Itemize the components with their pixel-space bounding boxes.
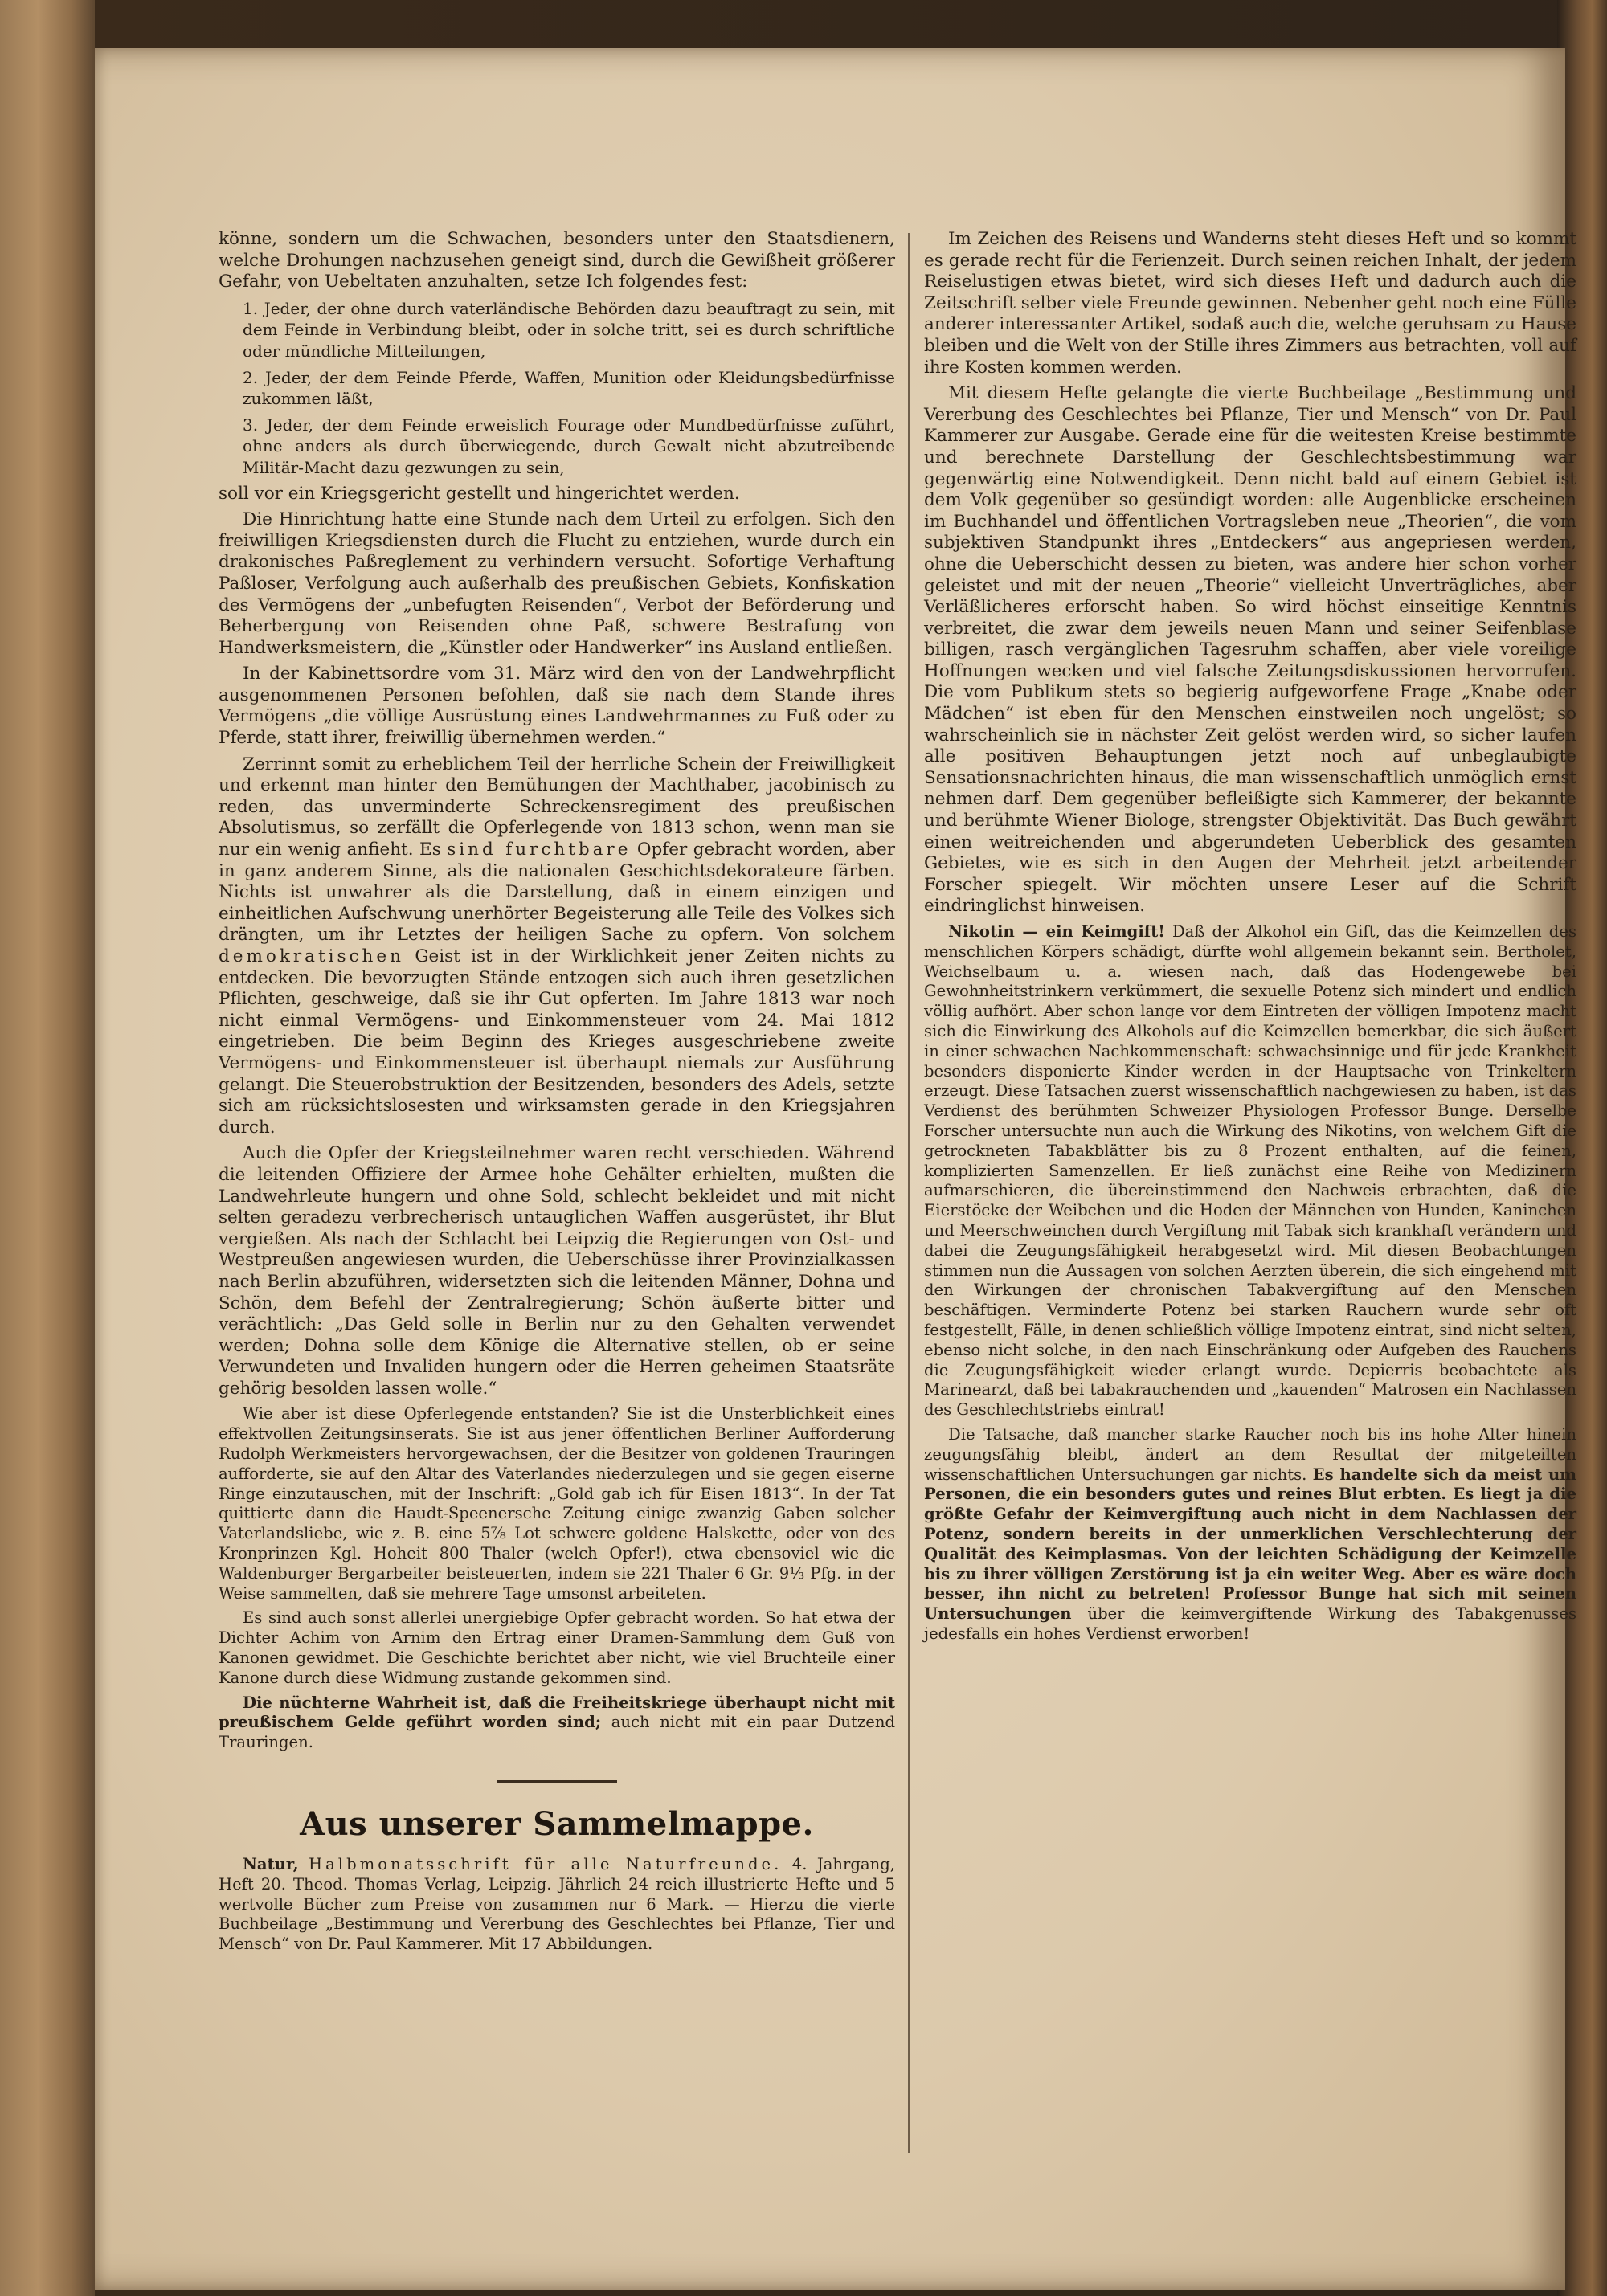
paragraph-cabinet-order: In der Kabinettsordre vom 31. März wird den von der Landwehrpflicht ausgenommenen Personen befohlen, daß sie nach dem Stande ihres Vermögens „die völlige Ausrüstung eines Landwehrmannes zu Fuß oder zu Pferde, statt ihrer, freiwillig übernehmen werden.“ xyxy=(219,664,895,749)
paragraph-sacrifice-legend xyxy=(219,754,895,1139)
review-details: 4. Jahrgang, Heft 20. Theod. Thomas Verlag, Leipzig. Jährlich 24 reich illustrierte Hefte und 5 wertvolle Bücher zum Preise von zusammen nur 6 Mark. — Hierzu die vierte Buchbeilage „Bestimmung und Vererbung des Geschlechtes bei Pflanze, Tier und Mensch“ von Dr. Paul Kammerer. Mit 17 Abbildungen. xyxy=(219,1855,896,1954)
spaced-emphasis: sind furchtbare xyxy=(447,840,632,860)
article-lead: Nikotin — ein Keimgift! xyxy=(948,922,1165,941)
edict-intro: könne, sondern um die Schwachen, besonders unter den Staatsdienern, welche Drohungen nachzusehen geneigt sind, durch die Gewißheit größerer Gefahr, von Uebeltaten anzuhalten, setze Ich folgendes fest: xyxy=(219,229,895,292)
review-subtitle: Halbmonatsschrift für alle Naturfreunde. xyxy=(309,1855,783,1874)
paragraph-nicotine xyxy=(924,922,1576,1420)
bold-passage: Es handelte sich da meist um Personen, die ein besonders gutes und reines Blut erbten. Es liegt ja die größte Gefahr der Keimvergiftung auch nicht in dem Nachlassen der Potenz, sondern bereits in der unmerklichen Verschlechterung der Qualität des Keimplasmas. Von der leichten Schädigung der Keimzelle bis zu ihrer völligen Zerstörung ist ja ein weiter Weg. Aber es wäre doch besser, ihn nicht zu betreten! Professor Bunge hat sich mit seinen Untersuchungen xyxy=(924,1465,1576,1624)
text-run: auch nicht mit ein paar Dutzend Trauringen. xyxy=(219,1713,895,1752)
paragraph-book-supplement: Mit diesem Hefte gelangte die vierte Buchbeilage „Bestimmung und Vererbung des Geschlechtes bei Pflanze, Tier und Mensch“ von Dr. Paul Kammerer zur Ausgabe. Gerade eine für die weitesten Kreise bestimmte und berechnete Darstellung der Geschlechtsbestimmung war gegenwärtig eine Notwendigkeit. Denn nicht bald auf einem Gebiet ist dem Volk gegenüber so gesündigt worden: alle Augenblicke erscheinen im Buchhandel und öffentlichen Vortragsleben neue „Theorien“, die vom subjektiven Standpunkt ihres „Entdeckers“ aus angepriesen werden, ohne die Ueberschicht dessen zu bieten, was andere hier schon vorher geleistet und mit der neuen „Theorie“ vielleicht Unverträgliches, aber Verläßlicheres erforscht haben. So wird höchst einseitige Kenntnis verbreitet, die zwar dem jeweils neuen Mann und seiner Seifenblase billigen, rasch vergänglichen Tagesruhm schaffen, aber viele voreilige Hoffnungen wecken und viel falsche Zeitungsdiskussionen hervorrufen. Die vom Publikum stets so begierig aufgeworfene Frage „Knabe oder Mädchen“ ist eben für den Menschen einstweilen noch ungelöst; so wahrscheinlich sie in nächster Zeit gelöst werden wird, so sicher laufen alle positiven Behauptungen jetzt noch auf unbeglaubigte Sensationsnachrichten hinaus, die man wissenschaftlich unmöglich ernst nehmen darf. Dem gegenüber befleißigte sich Kammerer, der bekannte und berühmte Wiener Biologe, strengster Objektivität. Das Buch gewährt einen weitreichenden und abgerundeten Ueberblick des gesamten Gebietes, wie es sich in den Augen der Mehrheit jetzt arbeitender Forscher spiegelt. Wir möchten unsere Leser auf die Schrift eindringlichst hinweisen. xyxy=(924,383,1576,917)
text-run: Geist ist in der Wirklichkeit jener Zeiten nichts zu entdecken. Die bevorzugten Stände entzogen sich auch ihren gesetzlichen Pflichten, geschweige, daß sie ihr Gut opferten. Im Jahre 1813 war noch nicht einmal Vermögens- und Einkommensteuer vom 24. Mai 1812 eingetrieben. Die beim Beginn des Krieges ausgeschriebene zweite Vermögens- und Einkommensteuer ist überhaupt niemals zur Ausführung gelangt. Die Steuerobstruktion der Besitzenden, besonders des Adels, setzte sich am rücksichtslosesten und wirksamsten gerade in den Kriegsjahren durch. xyxy=(219,946,895,1138)
paragraph-war-participants: Auch die Opfer der Kriegsteilnehmer waren recht verschieden. Während die leitenden Offiziere der Armee hohe Gehälter erhielten, mußten die Landwehrleute hungern und ohne Sold, schlecht bekleidet und mit nicht selten geradezu verbrecherisch untauglichen Waffen ausgerüstet, ihr Blut vergießen. Als nach der Schlacht bei Leipzig die Regierungen von Ost- und Westpreußen angewiesen wurden, die Ueberschüsse ihrer Provinzialkassen nach Berlin abzuführen, widersetzten sich die leitenden Männer, Dohna und Schön, dem Befehl der Zentralregierung; Schön äußerte bitter und verächtlich: „Das Geld solle in Berlin nur zu den Gehalten verwendet werden; Dohna solle dem Könige die Alternative stellen, ob er seine Verwundeten und Invaliden hungern oder die Herren geheimen Staatsräte gehörig besolden lassen wolle.“ xyxy=(219,1143,895,1399)
section-heading: Aus unserer Sammelmappe. xyxy=(300,1805,814,1844)
edict-item-3: 3. Jeder, der dem Feinde erweislich Fourage oder Mundbedürfnisse zuführt, ohne anders als durch überwiegende, durch Gewalt nicht abzutreibende Militär-Macht dazu gezwungen zu sein, xyxy=(243,415,895,477)
paragraph-heavy-smokers xyxy=(924,1425,1576,1644)
edict-item-1: 1. Jeder, der ohne durch vaterländische Behörden dazu beauftragt zu sein, mit dem Feinde in Verbindung bleibt, oder in solche tritt, sei es durch schriftliche oder mündliche Mitteilungen, xyxy=(243,298,895,361)
review-title: Natur, xyxy=(243,1855,299,1874)
book-page-edge-left xyxy=(0,0,95,2296)
edict-item-2: 2. Jeder, der dem Feinde Pferde, Waffen, Munition oder Kleidungsbedürfnisse zukommen läßt, xyxy=(243,367,895,409)
paragraph-travel-issue: Im Zeichen des Reisens und Wanderns steht dieses Heft und so kommt es gerade recht für die Ferienzeit. Durch seinen reichen Inhalt, der jedem Reiselustigen etwas bietet, wird sich dieses Heft und dadurch auch die Zeitschrift selber viele Freunde gewinnen. Nebenher geht noch eine Fülle anderer interessanter Artikel, sodaß auch die, welche geruhsam zu Hause bleiben und die Welt von der Stille ihres Zimmers aus betrachten, voll auf ihre Kosten kommen werden. xyxy=(924,229,1576,378)
text-run: Die Tatsache, daß mancher starke Raucher noch bis ins hohe Alter hinein zeugungsfähig bleibt, ändert an dem Resultat der mitgeteilten wissenschaftlichen Untersuchungen gar nichts. xyxy=(924,1424,1576,1484)
column-divider xyxy=(908,233,910,2153)
review-entry-natur xyxy=(219,1855,895,1955)
paragraph-other-sacrifices: Es sind auch sonst allerlei unergiebige Opfer gebracht worden. So hat etwa der Dichter Achim von Arnim den Ertrag einer Dramen-Sammlung dem Guß von Kanonen gewidmet. Die Geschichte berichtet aber nicht, wie viel Bruchteile einer Kanone durch diese Widmung zustande gekommen sind. xyxy=(219,1608,895,1687)
edict-conclusion: soll vor ein Kriegsgericht gestellt und hingerichtet werden. xyxy=(219,483,740,504)
left-column xyxy=(219,229,895,1959)
paragraph-execution: Die Hinrichtung hatte eine Stunde nach dem Urteil zu erfolgen. Sich den freiwilligen Kriegsdiensten durch die Flucht zu entziehen, wurde durch ein drakonisches Paßreglement zu verhindern versucht. Sofortige Verhaftung Paßloser, Verfolgung auch außerhalb des preußischen Gebiets, Konfiskation des Vermögens der „unbefugten Reisenden“, Verbot der Beförderung und Beherbergung von Reisenden ohne Paß, schwere Bestrafung von Handwerksmeistern, die „Künstler oder Handwerker“ ins Ausland entließen. xyxy=(219,509,895,658)
text-run: Zerrinnt somit zu erheblichem Teil der herrliche Schein der Freiwilligkeit und erkennt man hinter den Bemühungen der Machthaber, jacobinisch zu reden, das unverminderte Schreckensregiment des preußischen Absolutismus, so zerfällt die Opferlegende von 1813 schon, wenn man sie nur ein wenig anfieht. Es xyxy=(219,754,895,860)
paragraph-newspaper-advert: Wie aber ist diese Opferlegende entstanden? Sie ist die Unsterblichkeit eines effektvollen Zeitungsinserats. Sie ist aus jener öffentlichen Berliner Aufforderung Rudolph Werkmeisters hervorgewachsen, der die Besitzer von goldenen Trauringen aufforderte, sie auf den Altar des Vaterlandes niederzulegen und sie gegen eiserne Ringe einzutauschen, mit der Inschrift: „Gold gab ich für Eisen 1813“. In der Tat quittierte dann die Haudt-Speenersche Zeitung einige zwanzig Gaben solcher Vaterlandsliebe, wie z. B. eine 5⅞ Lot schwere goldene Halskette, oder von des Kronprinzen Kgl. Hoheit 800 Thaler (welch Opfer!), etwa ebensoviel wie die Waldenburger Bergarbeiter beisteuerten, indem sie 221 Thaler 6 Gr. 9⅓ Pfg. in der Weise sammelten, daß sie mehrere Tage umsonst arbeiteten. xyxy=(219,1404,895,1603)
spaced-emphasis: demokratischen xyxy=(219,946,404,966)
text-run: Daß der Alkohol ein Gift, das die Keimzellen des menschlichen Körpers schädigt, dürfte wohl allgemein bekannt sein. Bertholet, Weichselbaum u. a. wiesen nach, daß das Hodengewebe bei Gewohnheitstrinkern verkümmert, die sexuelle Potenz sich mindert und endlich völlig aufhört. Aber schon lange vor dem Eintreten der völligen Impotenz macht sich die Einwirkung des Alkohols auf die Keimzellen bemerkbar, die sich äußert in einer schwachen Nachkommenschaft: schwachsinnige und für jede Krankheit besonders disponierte Kinder werden in der Hauptsache von Trinkeltern erzeugt. Diese Tatsachen zuerst wissenschaftlich nachgewiesen zu haben, ist das Verdienst des berühmten Schweizer Physiologen Professor Bunge. Derselbe Forscher untersuchte nun auch die Wirkung des Nikotins, von welchem Gift die getrockneten Tabakblätter bis zu 8 Prozent enthalten, auf die feinen, komplizierten Samenzellen. Er ließ zunächst eine Reihe von Medizinern aufmarschieren, die übereinstimmend den Nachweis erbrachten, daß die Eierstöcke der Weibchen und die Hoden der Männchen von Hunden, Kaninchen und Meerschweinchen durch Vergiftung mit Tabak sich krankhaft verändern und dabei die Zeugungsfähigkeit herabgesetzt wird. Mit diesen Beobachtungen stimmen nun die Aussagen von solchen Aerzten überein, die sich eingehend mit den Wirkungen der chronischen Tabakvergiftung auf den Menschen beschäftigen. Verminderte Potenz bei starken Rauchern wurde sehr oft festgestellt, Fälle, in denen schließlich völlige Impotenz eintrat, sind nicht selten, ebenso nicht solche, in den nach Einschränkung oder Aufgeben des Rauchens die Zeugungsfähigkeit wieder erlangt wurde. Depierris beobachtete als Marinearzt, daß bei tabakrauchenden und „kauenden“ Matrosen ein Nachlassen des Geschlechtstriebs eintrat! xyxy=(924,922,1577,1420)
right-column xyxy=(924,229,1576,1649)
paragraph-sober-truth xyxy=(219,1693,895,1753)
text-run: über die keimvergiftende Wirkung des Tabakgenusses jedesfalls ein hohes Verdienst erworben! xyxy=(924,1604,1577,1643)
bold-statement: Die nüchterne Wahrheit ist, daß die Freiheitskriege überhaupt nicht mit preußischem Gelde geführt worden sind; xyxy=(219,1693,895,1732)
section-divider xyxy=(497,1780,617,1783)
text-run: Opfer gebracht worden, aber in ganz anderem Sinne, als die nationalen Geschichtsdekorateure färben. Nichts ist unwahrer als die Darstellung, daß in einem einzigen und einheitlichen Aufschwung unerhörter Begeisterung alle Teile des Volkes sich drängten, um ihr Letztes der heiligen Sache zu opfern. Von solchem xyxy=(219,840,895,946)
